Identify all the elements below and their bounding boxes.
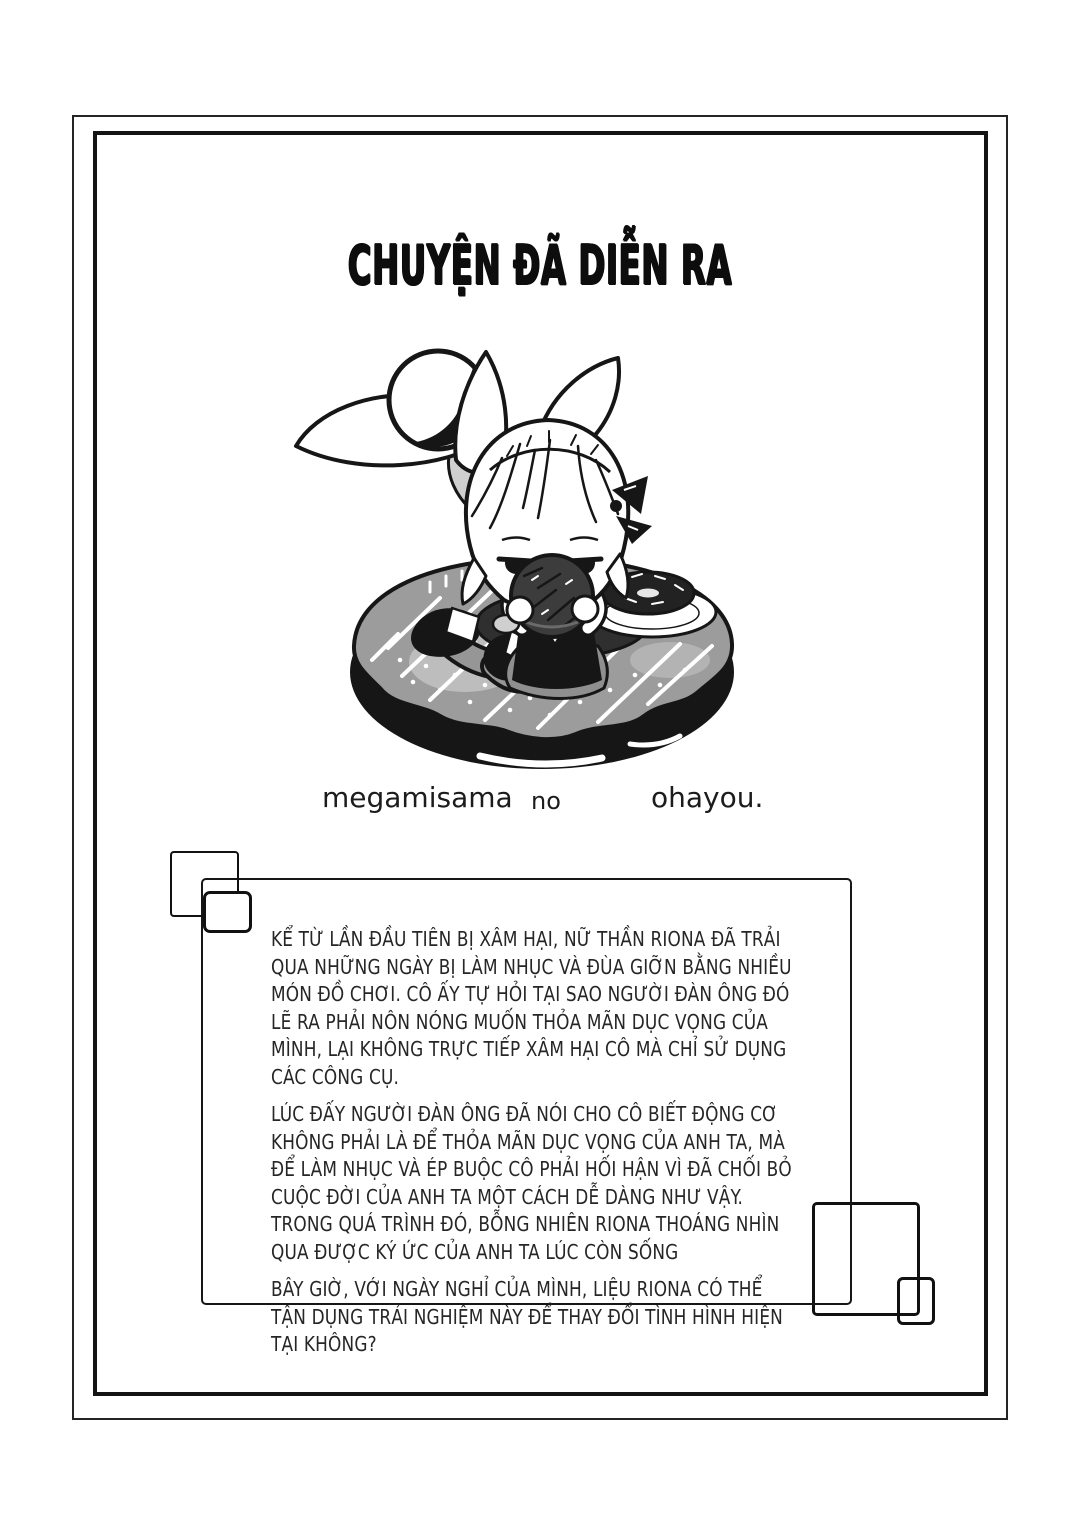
caption-word-ohayou: ohayou. — [651, 781, 764, 814]
synopsis-paragraph-2: LÚC ĐẤY NGƯỜI ĐÀN ÔNG ĐÃ NÓI CHO CÔ BIẾT ĐỘNG CƠ KHÔNG PHẢI LÀ ĐỂ THỎA MÃN DỤC VỌNG CỦA ANH TA, MÀ ĐỂ LÀM NHỤC VÀ ÉP BUỘC CÔ PHẢI HỐI HẬN VÌ ĐÃ CHỐI BỎ CUỘC ĐỜI CỦA ANH TA MỘT CÁCH DỄ DÀNG NHƯ VẬY. TRONG QUÁ TRÌNH ĐÓ, BỖNG NHIÊN RIONA THOÁNG NHÌN QUA ĐƯỢC KÝ ỨC CỦA ANH TA LÚC CÒN SỐNG — [271, 1102, 792, 1264]
synopsis-box — [201, 878, 852, 1356]
deco-square-bottom-right-small — [897, 1277, 935, 1325]
romaji-caption — [0, 781, 1080, 825]
page-title: CHUYỆN ĐÃ DIỄN RA — [347, 234, 733, 297]
synopsis-text — [271, 926, 802, 1369]
donut-illustration — [280, 330, 760, 780]
caption-word-no: no — [531, 787, 561, 815]
caption-word-megamisama: megamisama — [322, 781, 513, 814]
synopsis-paragraph-3: BÂY GIỜ, VỚI NGÀY NGHỈ CỦA MÌNH, LIỆU RIONA CÓ THỂ TẬN DỤNG TRẢI NGHIỆM NÀY ĐỂ THAY ĐỔI TÌNH HÌNH HIỆN TẠI KHÔNG? — [271, 1277, 783, 1356]
deco-square-top-left-small — [203, 891, 252, 933]
synopsis-paragraph-1: KỂ TỪ LẦN ĐẦU TIÊN BỊ XÂM HẠI, NỮ THẦN RIONA ĐÃ TRẢI QUA NHỮNG NGÀY BỊ LÀM NHỤC VÀ ĐÙA GIỠN BẰNG NHIỀU MÓN ĐỒ CHƠI. CÔ ẤY TỰ HỎI TẠI SAO NGƯỜI ĐÀN ÔNG ĐÓ LẼ RA PHẢI NÔN NÓNG MUỐN THỎA MÃN DỤC VỌNG CỦA MÌNH, LẠI KHÔNG TRỰC TIẾP XÂM HẠI CÔ MÀ CHỈ SỬ DỤNG CÁC CÔNG CỤ. — [271, 927, 792, 1089]
